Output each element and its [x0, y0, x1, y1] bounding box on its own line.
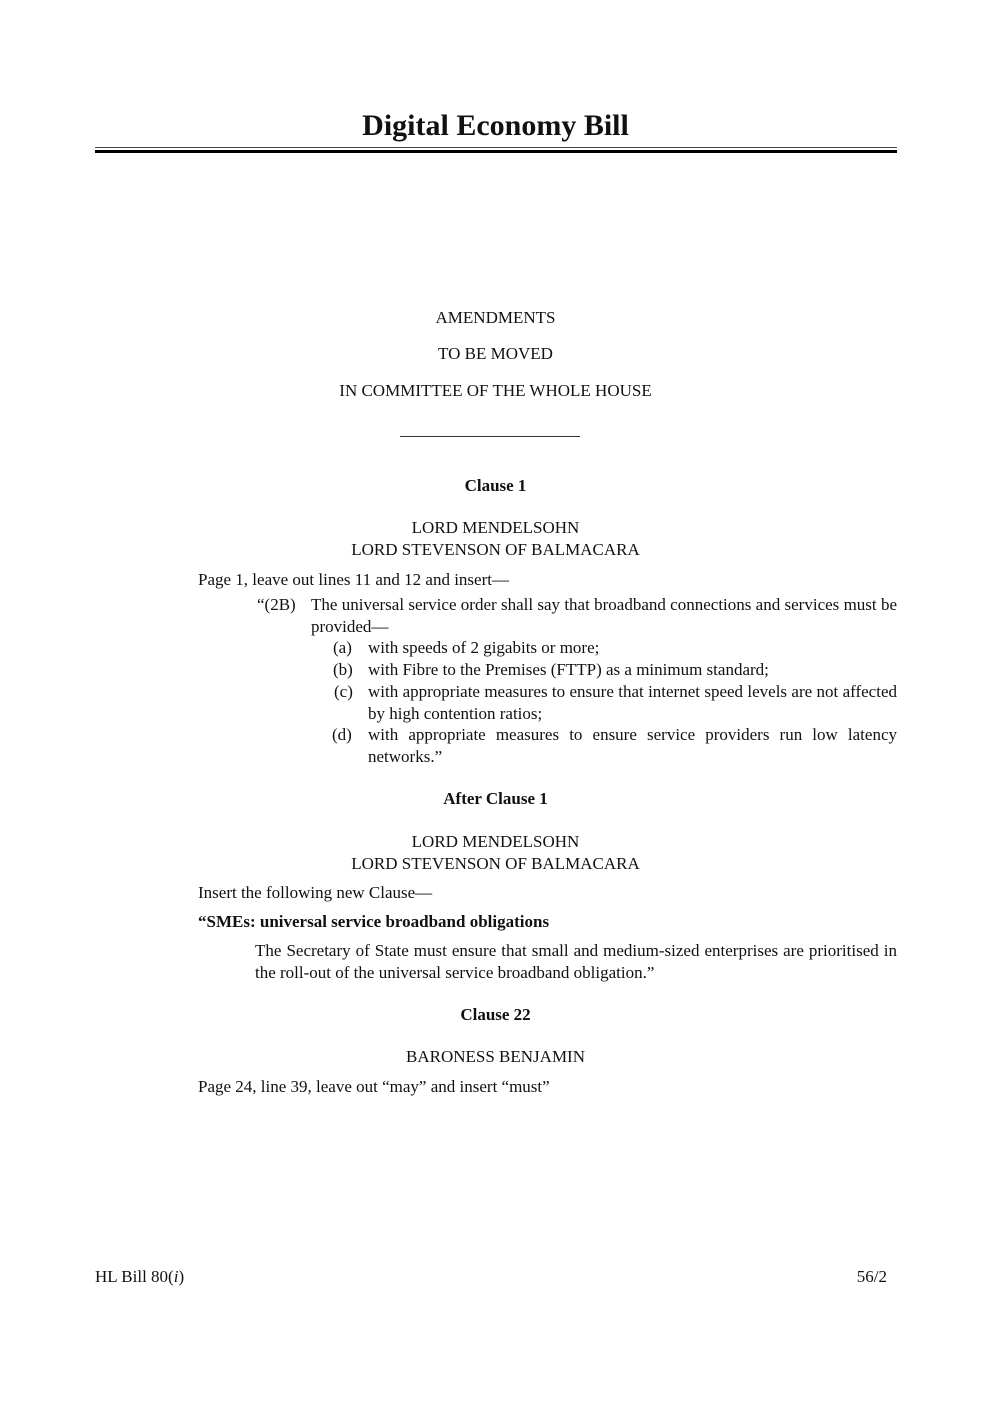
- clause-heading: Clause 22: [460, 1005, 531, 1024]
- sponsor: LORD STEVENSON OF BALMACARA: [351, 540, 640, 559]
- new-clause-text: The Secretary of State must ensure that small and medium-sized enterprises are prioritised in the roll-out of the universal service broadband obligation.”: [255, 941, 897, 982]
- bill-number-italic: i: [173, 1267, 179, 1286]
- bill-number-prefix: HL Bill 80(: [95, 1267, 174, 1286]
- amendment-instruction: Page 1, leave out lines 11 and 12 and insert—: [198, 570, 509, 589]
- title-rule-thin: [95, 147, 897, 148]
- separator-rule: [400, 436, 580, 437]
- clause-heading: After Clause 1: [443, 789, 548, 808]
- sponsor: BARONESS BENJAMIN: [406, 1047, 585, 1066]
- sponsor: LORD MENDELSOHN: [411, 518, 580, 537]
- item-text: with Fibre to the Premises (FTTP) as a minimum standard;: [368, 660, 769, 679]
- clause-heading: Clause 1: [464, 476, 527, 495]
- document-title: Digital Economy Bill: [362, 109, 629, 142]
- item-text: with appropriate measures to ensure service providers run low latency networks.”: [368, 725, 897, 766]
- item-label: (a): [333, 638, 352, 657]
- sponsor: LORD MENDELSOHN: [411, 832, 580, 851]
- item-label: (d): [332, 725, 352, 744]
- item-text: with appropriate measures to ensure that internet speed levels are not affected by high contention ratios;: [368, 682, 897, 723]
- title-rule-thick: [95, 150, 897, 153]
- item-text: with speeds of 2 gigabits or more;: [368, 638, 600, 657]
- bill-number: [95, 1266, 184, 1288]
- bill-number-suffix: ): [178, 1267, 185, 1286]
- amendment-instruction: Page 24, line 39, leave out “may” and insert “must”: [198, 1077, 550, 1096]
- sponsor: LORD STEVENSON OF BALMACARA: [351, 854, 640, 873]
- heading-committee: IN COMMITTEE OF THE WHOLE HOUSE: [339, 381, 652, 400]
- item-label: (b): [333, 660, 353, 679]
- new-clause-title: “SMEs: universal service broadband obligations: [198, 912, 550, 931]
- item-label: (c): [334, 682, 353, 701]
- heading-to-be-moved: TO BE MOVED: [438, 344, 553, 363]
- heading-amendments: AMENDMENTS: [435, 308, 556, 327]
- amendment-instruction: Insert the following new Clause—: [198, 883, 433, 902]
- page-reference: 56/2: [856, 1267, 887, 1286]
- subsection-text: The universal service order shall say that broadband connections and services must be provided—: [311, 595, 897, 636]
- subsection-label: “(2B): [257, 595, 296, 614]
